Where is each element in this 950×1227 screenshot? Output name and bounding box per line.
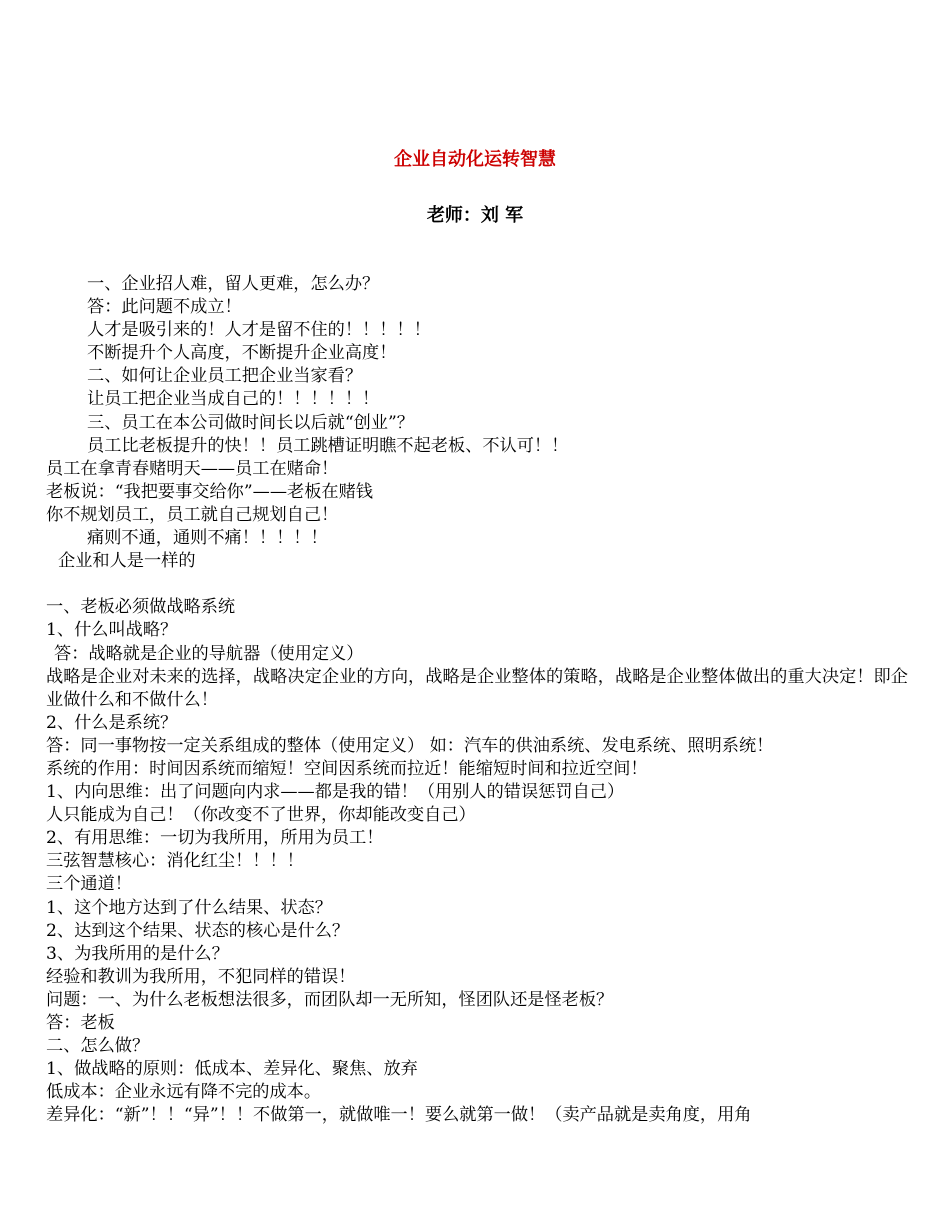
text-line: 老板说：“我把要事交给你”——老板在赌钱 (46, 481, 373, 502)
text-line: 你不规划员工，员工就自己规划自己！ (46, 504, 339, 525)
text-line: 三、员工在本公司做时间长以后就“创业”？ (87, 412, 414, 433)
text-line: 痛则不通，通则不痛！！！！！ (87, 528, 328, 549)
text-paragraph: 战略是企业对未来的选择，战略决定企业的方向，战略是企业整体的策略，战略是企业整体做出的重大决定！即企业做什么和不做什么！ (46, 666, 908, 710)
text-line: 1、这个地方达到了什么结果、状态？ (46, 897, 332, 918)
document-body (46, 273, 908, 1127)
text-line: 2、什么是系统？ (46, 712, 178, 733)
text-line: 答：同一事物按一定关系组成的整体（使用定义） 如：汽车的供油系统、发电系统、照明系统！ (46, 735, 774, 756)
text-line: 3、为我所用的是什么？ (46, 943, 229, 964)
text-line: 1、做战略的原则：低成本、差异化、聚焦、放弃 (46, 1059, 418, 1080)
text-line: 三弦智慧核心：消化红尘！！！！ (46, 851, 304, 872)
blank-line (46, 573, 908, 596)
text-line: 人只能成为自己！（你改变不了世界，你却能改变自己） (46, 805, 476, 826)
text-line: 差异化：“新”！！“异”！！不做第一，就做唯一！要么就第一做！（卖产品就是卖角度，用角 (46, 1105, 752, 1126)
document-title: 企业自动化运转智慧 (394, 149, 556, 170)
text-line: 人才是吸引来的！人才是留不住的！！！！！ (87, 320, 431, 341)
text-line: 答：战略就是企业的导航器（使用定义） (54, 643, 364, 664)
text-line: 一、企业招人难，留人更难，怎么办？ (87, 274, 380, 294)
text-line: 低成本：企业永远有降不完的成本。 (46, 1082, 322, 1103)
text-line: 二、怎么做？ (46, 1036, 150, 1057)
teacher-line: 老师：刘 军 (426, 205, 524, 226)
text-line: 员工比老板提升的快！！员工跳槽证明瞧不起老板、不认可！！ (87, 435, 569, 456)
text-line: 1、内向思维：出了问题向内求——都是我的错！（用别人的错误惩罚自己） (46, 782, 625, 803)
text-line: 答：老板 (46, 1013, 115, 1033)
text-line: 三个通道！ (46, 874, 132, 895)
text-line: 1、什么叫战略？ (46, 620, 178, 641)
text-line: 2、达到这个结果、状态的核心是什么？ (46, 920, 350, 941)
text-line: 系统的作用：时间因系统而缩短！空间因系统而拉近！能缩短时间和拉近空间！ (46, 758, 648, 779)
section-heading: 一、老板必须做战略系统 (46, 597, 236, 618)
text-line: 答：此问题不成立！ (87, 297, 242, 318)
text-line: 问题：一、为什么老板想法很多，而团队却一无所知，怪团队还是怪老板？ (46, 989, 614, 1010)
text-line: 让员工把企业当成自己的！！！！！！ (87, 389, 380, 410)
text-line: 企业和人是一样的 (58, 551, 196, 572)
text-line: 经验和教训为我所用，不犯同样的错误！ (46, 966, 356, 987)
text-line: 2、有用思维：一切为我所用，所用为员工！ (46, 828, 384, 849)
text-line: 员工在拿青春赌明天——员工在赌命！ (46, 458, 339, 479)
text-line: 不断提升个人高度，不断提升企业高度！ (87, 343, 397, 364)
text-line: 二、如何让企业员工把企业当家看？ (87, 366, 363, 387)
